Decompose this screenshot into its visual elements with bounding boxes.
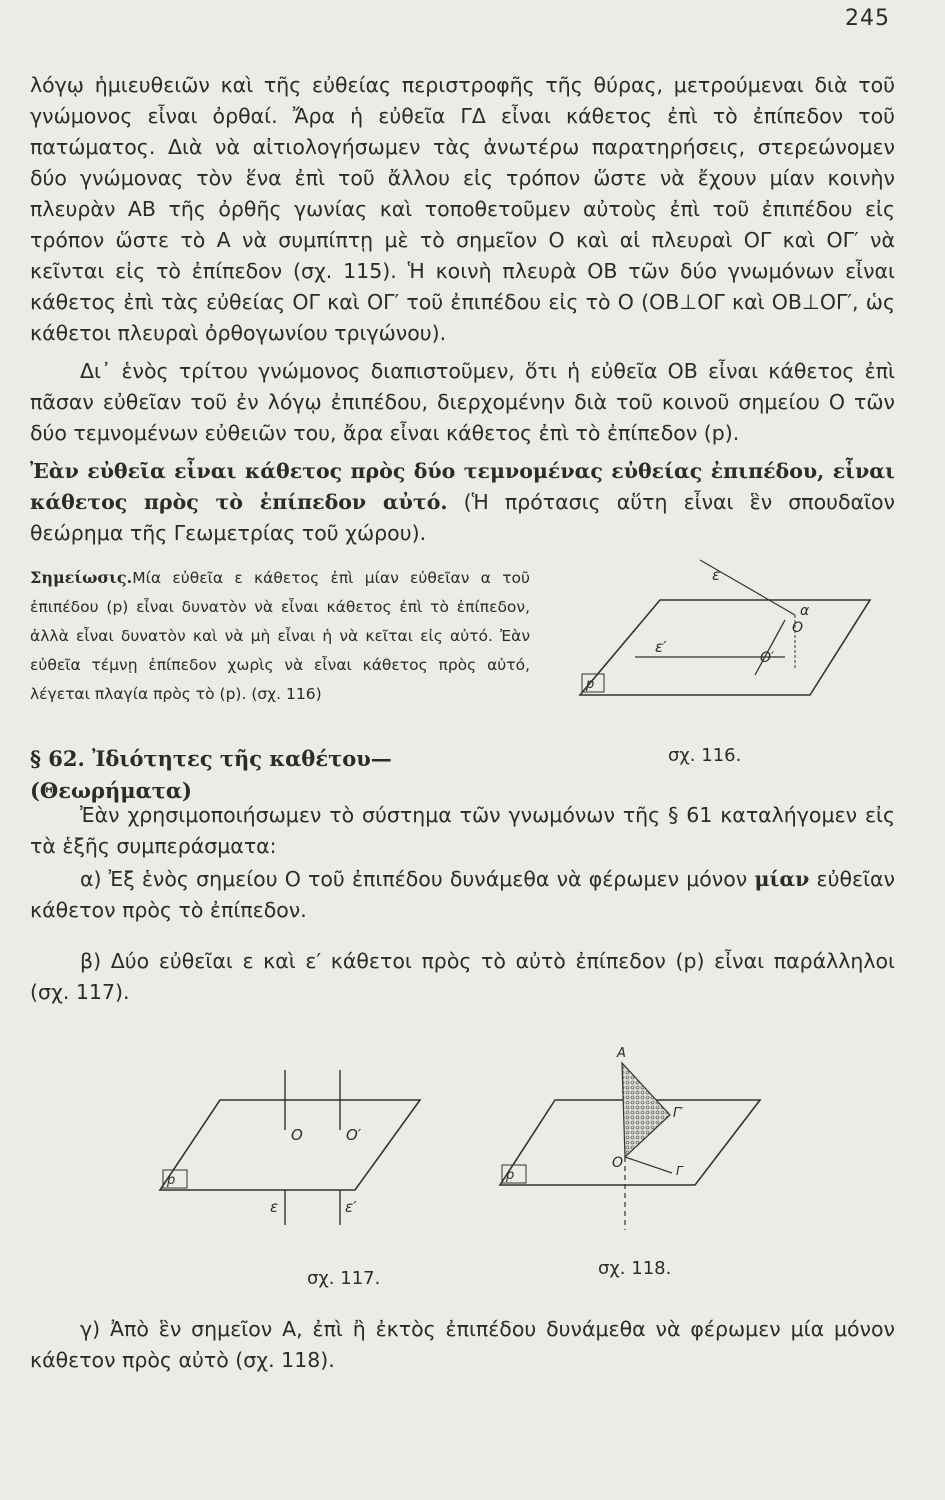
label-e-prime: ε′ [655, 638, 667, 656]
label-A: Α [617, 1046, 626, 1061]
item-c: γ) Ἀπὸ ἓν σημεῖον Α, ἐπὶ ἢ ἐκτὸς ἐπιπέδου δυνάμεθα νὰ φέρωμεν μία μόνον κάθετον πρὸς αὐτὸ (σχ. 118). [30, 1317, 895, 1372]
page-number: 245 [845, 6, 890, 31]
theorem-remark: (Ἡ πρότασις αὕτη εἶναι ἓν σπουδαῖον θεώρημα τῆς Γεωμετρίας τοῦ χώρου). [30, 490, 896, 545]
section-heading: § 62. Ἰδιότητες τῆς καθέτου—(Θεωρήματα) [30, 746, 392, 803]
item-a [30, 864, 895, 926]
note-paragraph [30, 563, 530, 709]
theorem-statement: Ἐὰν εὐθεῖα εἶναι κάθετος πρὸς δύο τεμνομένας εὐθείας ἐπιπέδου, εἶναι κάθετος πρὸς τὸ ἐπίπεδον αὐτό. [30, 459, 895, 514]
caption-116: σχ. 116. [668, 745, 742, 766]
label-e: ε [270, 1198, 279, 1216]
label-e: ε [712, 566, 721, 584]
figure-118 [490, 1045, 770, 1235]
item-b: β) Δύο εὐθεῖαι ε καὶ ε′ κάθετοι πρὸς τὸ αὐτὸ ἐπίπεδον (p) εἶναι παράλληλοι (σχ. 117). [30, 949, 895, 1004]
line-a [755, 620, 785, 675]
note-text: Μία εὐθεῖα ε κάθετος ἐπὶ μίαν εὐθεῖαν α τοῦ ἐπιπέδου (p) εἶναι δυνατὸν νὰ εἶναι κάθετος ἐπὶ τὸ ἐπίπεδον, ἀλλὰ εἶναι δυνατὸν καὶ νὰ μὴ εἶναι ἡ νὰ κεῖται εἰς αὐτό. Ἐὰν εὐθεῖα τέμνῃ ἐπίπεδον χωρὶς νὰ εἶναι κάθετος πρὸς αὐτό, λέγεται πλαγία πρὸς τὸ (p). (σχ. 116) [30, 569, 530, 703]
plane-p [160, 1100, 420, 1190]
note-lead: Σημείωσις. [30, 568, 133, 587]
paragraph-1: λόγῳ ἡμιευθειῶν καὶ τῆς εὐθείας περιστροφῆς τῆς θύρας, μετρούμεναι διὰ τοῦ γνώμονος εἶναι ὀρθαί. Ἄρα ἡ εὐθεῖα ΓΔ εἶναι κάθετος ἐπὶ τὸ ἐπίπεδον τοῦ πατώματος. Διὰ νὰ αἰτιολογήσωμεν τὰς ἀνωτέρω παρατηρήσεις, στερεώνομεν δύο γνώμονας τὸν ἕνα ἐπὶ τοῦ ἄλλου εἰς τρόπον ὥστε νὰ ἔχουν μίαν κοινὴν πλευρὰν ΑΒ τῆς ὀρθῆς γωνίας καὶ τοποθετοῦμεν αὐτοὺς ἐπὶ τοῦ ἐπιπέδου εἰς τρόπον ὥστε τὸ Α νὰ συμπίπτῃ μὲ τὸ σημεῖον Ο καὶ αἱ πλευραὶ ΟΓ καὶ ΟΓ′ νὰ κεῖνται εἰς τὸ ἐπίπεδον (σχ. 115). Ἡ κοινὴ πλευρὰ ΟΒ τῶν δύο γνωμόνων εἶναι κάθετος ἐπὶ τὰς εὐθείας ΟΓ καὶ ΟΓ′ τοῦ ἐπιπέδου εἰς τὸ Ο (ΟΒ⊥ΟΓ καὶ ΟΒ⊥ΟΓ′, ὡς κάθετοι πλευραὶ ὀρθογωνίου τριγώνου). [30, 73, 895, 345]
plane-p [580, 600, 870, 695]
set-square [622, 1063, 670, 1157]
label-o: Ο [612, 1155, 624, 1171]
theorem-paragraph [30, 456, 895, 549]
label-o: Ο [291, 1126, 303, 1144]
label-o-prime: Ο′ [760, 650, 775, 666]
figure-117 [145, 1060, 425, 1250]
label-e-prime: ε′ [345, 1198, 357, 1216]
label-a: α [800, 603, 810, 619]
label-gamma-prime: Γ′ [673, 1106, 684, 1121]
item-a-emphasis: μίαν [754, 867, 810, 891]
label-p: p [506, 1168, 515, 1183]
item-a-text-end: εὐθεῖαν κάθετον πρὸς τὸ ἐπίπεδον. [30, 867, 896, 922]
label-o: Ο [792, 620, 804, 636]
label-o-prime: Ο′ [346, 1126, 362, 1144]
figure-116 [560, 560, 890, 740]
label-p: p [586, 677, 595, 692]
label-p: p [167, 1173, 176, 1188]
caption-118: σχ. 118. [598, 1258, 672, 1279]
paragraph-2: Δι᾽ ἑνὸς τρίτου γνώμονος διαπιστοῦμεν, ὅτι ἡ εὐθεῖα ΟΒ εἶναι κάθετος ἐπὶ πᾶσαν εὐθεῖαν τοῦ ἐν λόγῳ ἐπιπέδου, διερχομένην διὰ τοῦ κοινοῦ σημείου Ο τῶν δύο τεμνομένων εὐθειῶν του, ἄρα εἶναι κάθετος ἐπὶ τὸ ἐπίπεδον (p). [30, 359, 895, 445]
label-gamma: Γ [676, 1164, 683, 1178]
line-o-gamma [625, 1157, 672, 1173]
paragraph-3: Ἐὰν χρησιμοποιήσωμεν τὸ σύστημα τῶν γνωμόνων τῆς § 61 καταλήγομεν εἰς τὰ ἑξῆς συμπεράσματα: [30, 803, 895, 858]
item-a-text: α) Ἐξ ἑνὸς σημείου Ο τοῦ ἐπιπέδου δυνάμεθα νὰ φέρωμεν μόνον [80, 867, 755, 891]
caption-117: σχ. 117. [307, 1268, 381, 1289]
